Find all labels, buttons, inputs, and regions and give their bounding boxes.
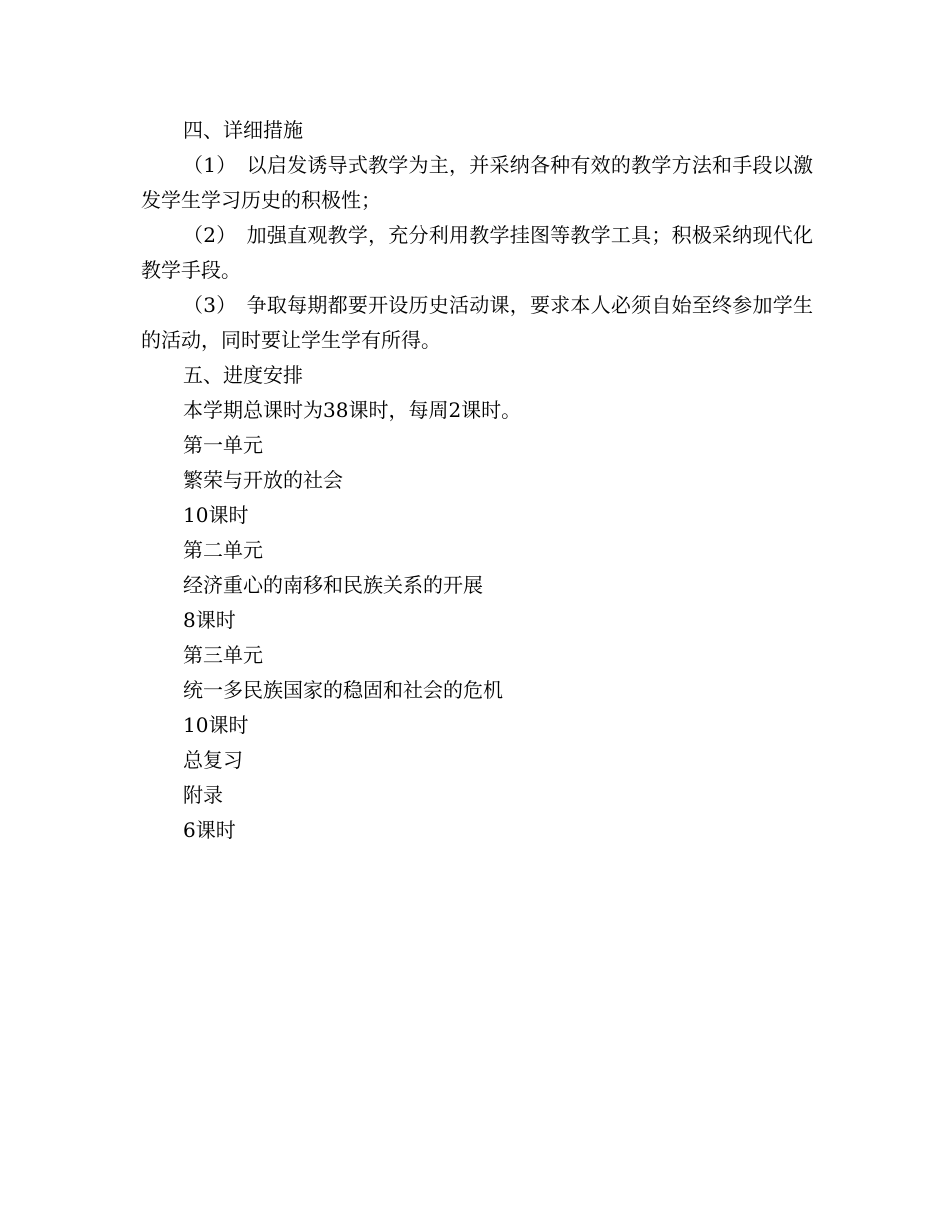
schedule-line-unit-2-hours: 8课时 (183, 608, 236, 632)
schedule-line-unit-1-hours: 10课时 (183, 503, 249, 527)
measure-paragraph-1: （1） 以启发诱导式教学为主，并采纳各种有效的教学方法和手段以激发学生学习历史的积极性； (141, 153, 813, 212)
section-heading-measures: 四、详细措施 (183, 118, 303, 142)
schedule-line-appendix: 附录 (183, 783, 223, 807)
schedule-line-unit-3-hours: 10课时 (183, 713, 249, 737)
schedule-line-unit-3: 第三单元 (183, 643, 263, 667)
schedule-line-unit-2-title: 经济重心的南移和民族关系的开展 (183, 573, 483, 597)
schedule-line-unit-3-title: 统一多民族国家的稳固和社会的危机 (183, 678, 503, 702)
schedule-line-unit-2: 第二单元 (183, 538, 263, 562)
measure-paragraph-3: （3） 争取每期都要开设历史活动课，要求本人必须自始至终参加学生的活动，同时要让学生学有所得。 (141, 293, 813, 352)
schedule-line-unit-1-title: 繁荣与开放的社会 (183, 468, 343, 492)
schedule-line-review: 总复习 (183, 748, 243, 772)
section-heading-schedule: 五、进度安排 (183, 363, 303, 387)
document-body (141, 113, 813, 848)
schedule-line-unit-1: 第一单元 (183, 433, 263, 457)
measure-paragraph-2: （2） 加强直观教学，充分利用教学挂图等教学工具；积极采纳现代化教学手段。 (141, 223, 813, 282)
schedule-intro: 本学期总课时为38课时，每周2课时。 (183, 398, 522, 422)
schedule-line-review-hours: 6课时 (183, 818, 236, 842)
